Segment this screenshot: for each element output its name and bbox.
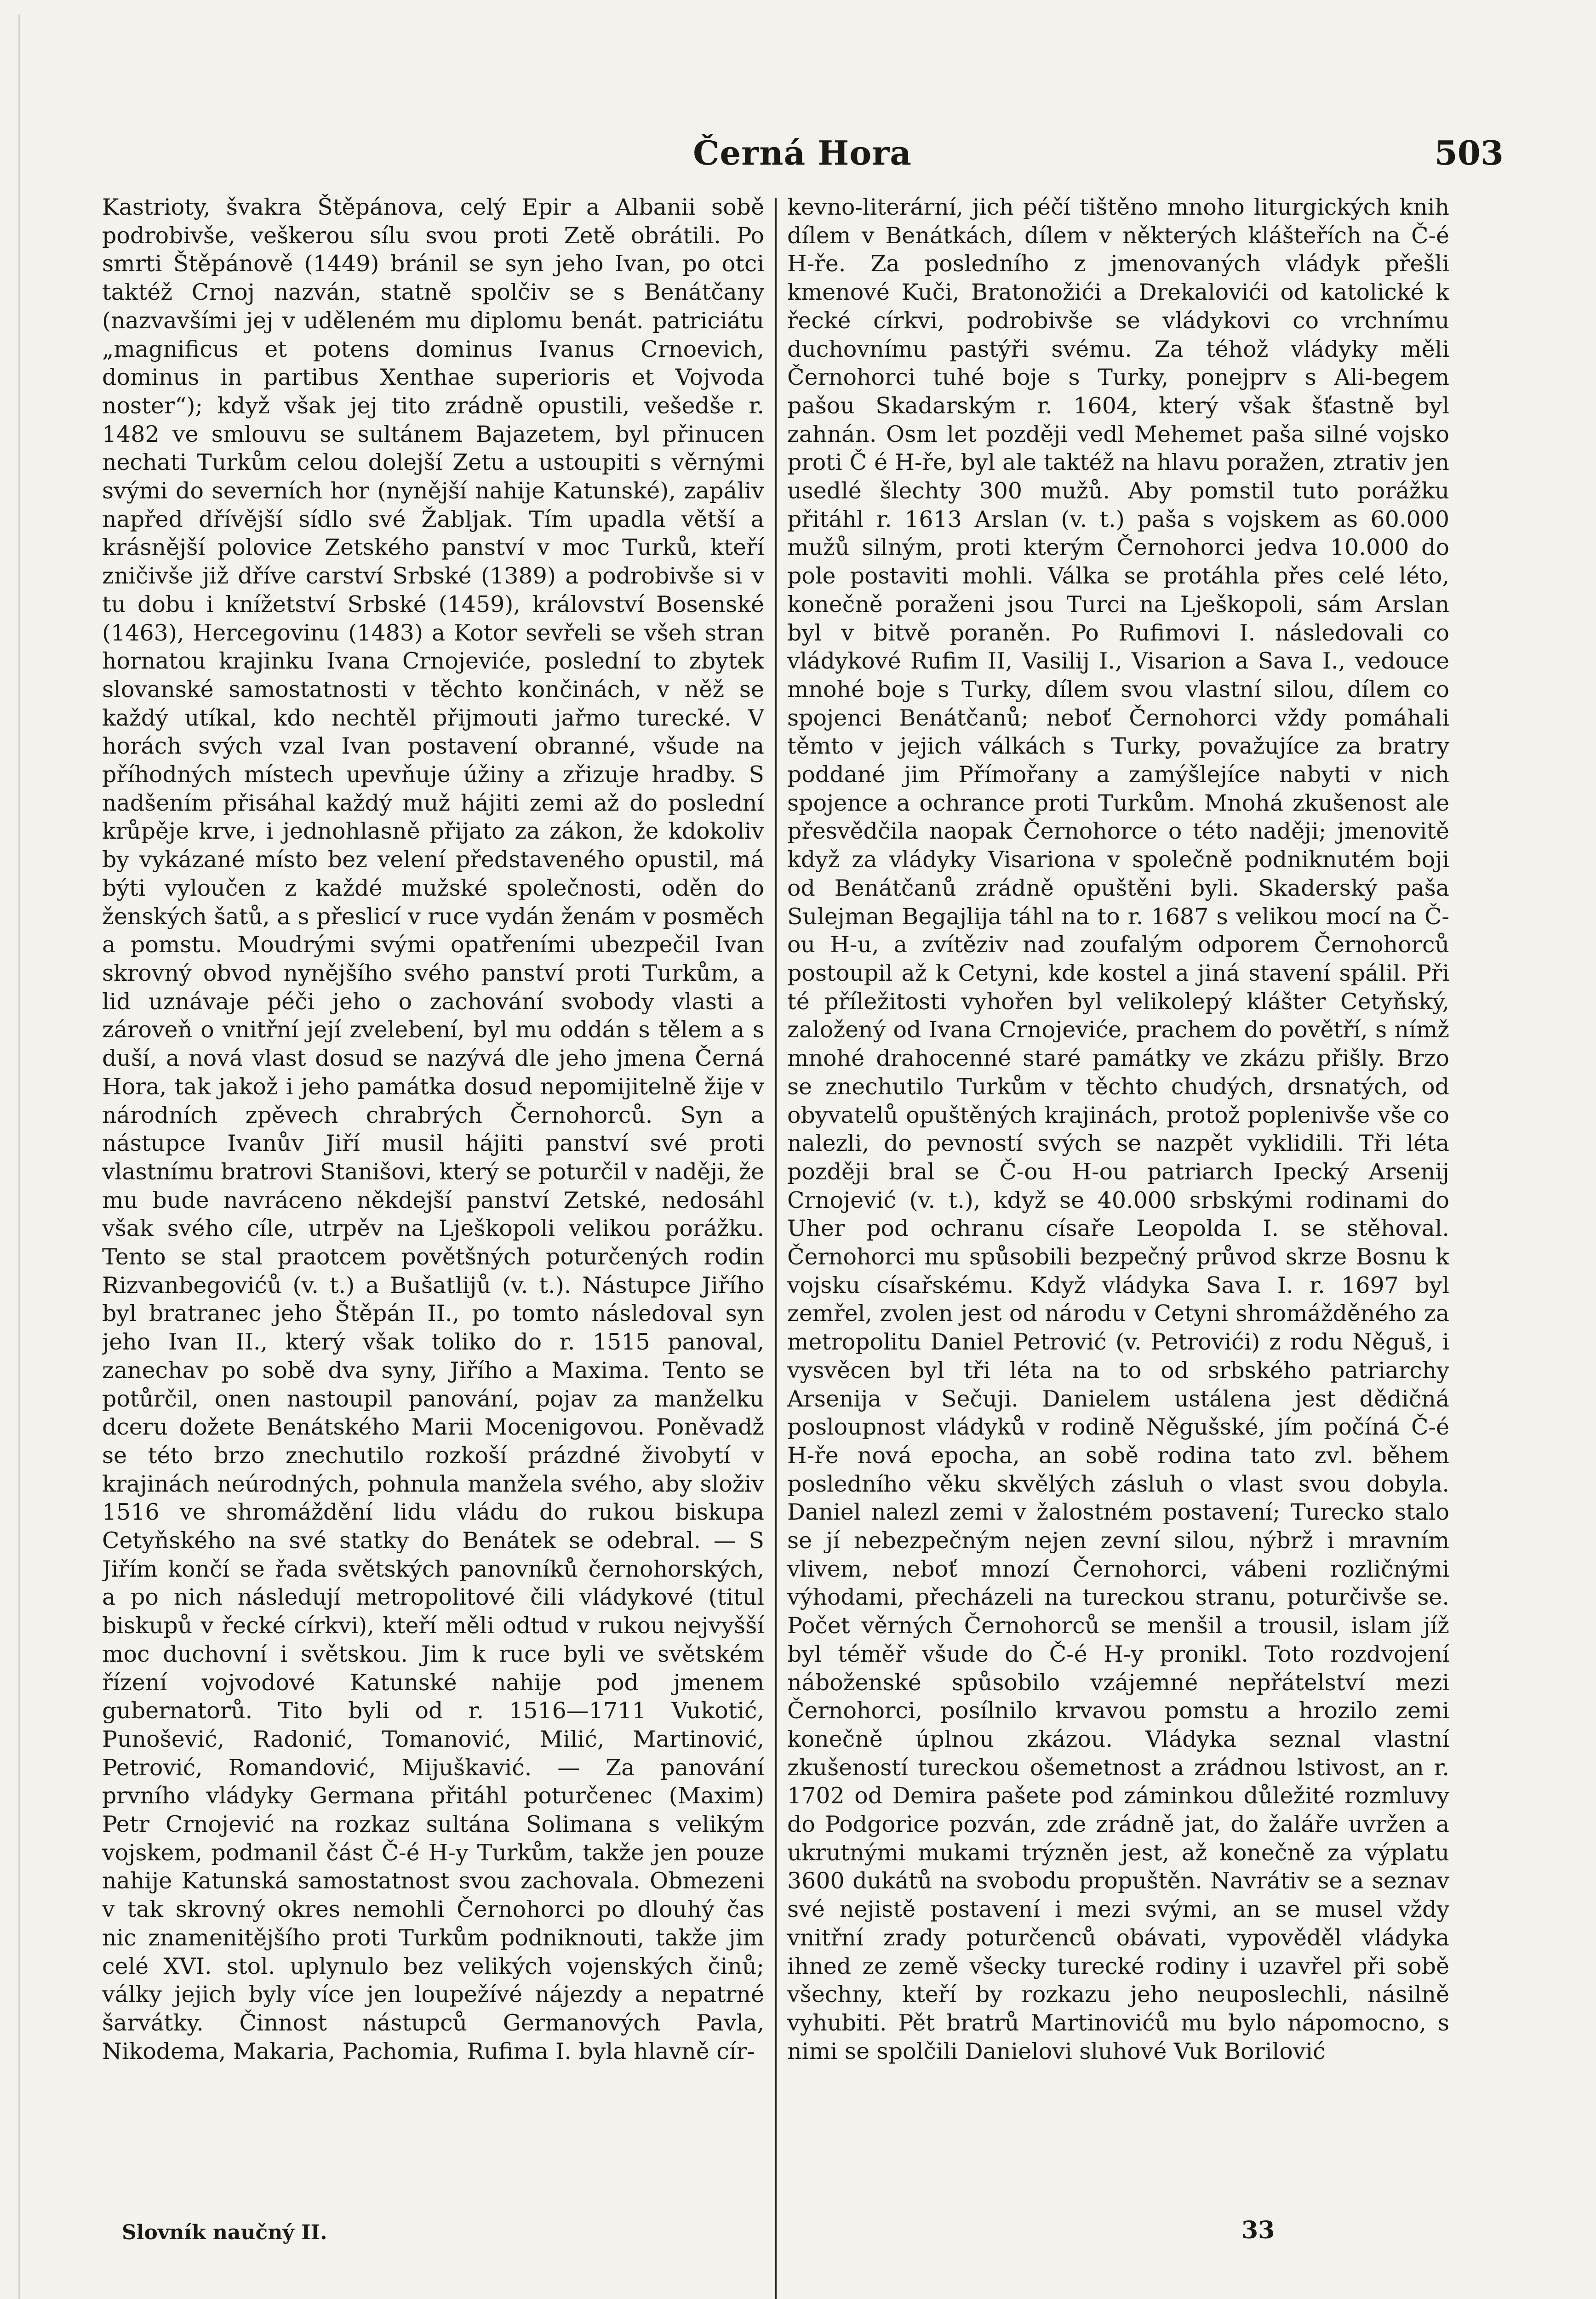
left-column — [102, 193, 764, 2193]
right-column-text: kevno-literární, jich péčí tištěno mnoho liturgických knih dílem v Benátkách, dílem v některých klášteřích na Č-é H-ře. Za posledního z jmenovaných vládyk přešli kmenové Kuči, Bratonožići a Drekalovići od katolické k řecké církvi, podrobivše se vládykovi co vrchnímu duchovnímu pastýři svému. Za téhož vládyky měli Černohorci tuhé boje s Turky, ponejprv s Ali-begem pašou Skadarským r. 1604, který však šťastně byl zahnán. Osm let později vedl Mehemet paša silné vojsko proti Č é H-ře, byl ale taktéž na hlavu poražen, ztrativ jen usedlé šlechty 300 mužů. Aby pomstil tuto porážku přitáhl r. 1613 Arslan (v. t.) paša s vojskem as 60.000 mužů silným, proti kterým Černohorci jedva 10.000 do pole postaviti mohli. Válka se protáhla přes celé léto, konečně poraženi jsou Turci na Lješkopoli, sám Arslan byl v bitvě poraněn. Po Rufimovi I. následovali co vládykové Rufim II, Vasilij I., Visarion a Sava I., vedouce mnohé boje s Turky, dílem svou vlastní silou, dílem co spojenci Benátčanů; neboť Černohorci vždy pomáhali těmto v jejich válkách s Turky, považujíce za bratry poddané jim Přímořany a zamýšlejíce nabyti v nich spojence a ochrance proti Turkům. Mnohá zkušenost ale přesvědčila naopak Černohorce o této naději; jmenovitě když za vládyky Visariona v společně podniknutém boji od Benátčanů zrádně opuštěni byli. Skaderský paša Sulejman Begajlija táhl na to r. 1687 s velikou mocí na Č-ou H-u, a zvítěziv nad zoufalým odporem Černohorců postoupil až k Cetyni, kde kostel a jiná stavení spálil. Při té příležitosti vyhořen byl velikolepý klášter Cetyňský, založený od Ivana Crnojeviće, prachem do povětří, s nímž mnohé drahocenné staré památky ve zkázu přišly. Brzo se znechutilo Turkům v těchto chudých, drsnatých, od obyvatelů opuštěných krajinách, protož poplenivše vše co nalezli, do pevností svých se nazpět vyklidili. Tři léta později bral se Č-ou H-ou patriarch Ipecký Arsenij Crnojević (v. t.), když se 40.000 srbskými rodinami do Uher pod ochranu císaře Leopolda I. se stěhoval. Černohorci mu spůsobili bezpečný průvod skrze Bosnu k vojsku císařskému. Když vládyka Sava I. r. 1697 byl zemřel, zvolen jest od národu v Cetyni shromážděného za metropolitu Daniel Petrović (v. Petrovići) z rodu Něguš, i vysvěcen byl tři léta na to od srbského patriarchy Arsenija v Sečuji. Danielem ustálena jest dědičná posloupnost vládyků v rodině Něgušské, jím počíná Č-é H-ře nová epocha, an sobě rodina tato zvl. během posledního věku skvělých zásluh o vlast svou dobyla. Daniel nalezl zemi v žalostném postavení; Turecko stalo se jí nebezpečným nejen zevní silou, nýbrž i mravním vlivem, neboť mnozí Černohorci, vábeni rozličnými výhodami, přecházeli na tureckou stranu, poturčivše se. Počet věrných Černohorců se menšil a trousil, islam jíž byl téměř všude do Č-é H-y pronikl. Toto rozdvojení náboženské spůsobilo vzájemné nepřátelství mezi Černohorci, posílnilo krvavou pomstu a hrozilo zemi konečně úplnou zkázou. Vládyka seznal vlastní zkušeností tureckou ošemetnost a zrádnou lstivost, an r. 1702 od Demira pašete pod záminkou důležité rozmluvy do Podgorice pozván, zde zrádně jat, do žaláře uvržen a ukrutnými mukami trýzněn jest, až konečně za výplatu 3600 dukátů na svobodu propuštěn. Navrátiv se a seznav své nejistě postavení i mezi svými, an se musel vždy vnitřní zrady poturčenců obávati, vypověděl vládyka ihned ze země všecky turecké rodiny i uzavřel při sobě všechny, kteří by rozkazu jeho neuposlechli, násilně vyhubiti. Pět bratrů Martinovićů mu bylo nápomocno, s nimi se spolčili Danielovi sluhové Vuk Borilović — [787, 194, 1449, 2065]
left-column-text: Kastrioty, švakra Štěpánova, celý Epir a Albanii sobě podrobivše, veškerou sílu svou proti Zetě obrátili. Po smrti Štěpánově (1449) bránil se syn jeho Ivan, po otci taktéž Crnoj nazván, statně spolčiv se s Benátčany (nazvavšími jej v uděleném mu diplomu benát. patriciátu „magnificus et potens dominus Ivanus Crnoevich, dominus in partibus Xenthae superioris et Vojvoda noster“); když však jej tito zrádně opustili, vešedše r. 1482 ve smlouvu se sultánem Bajazetem, byl přinucen nechati Turkům celou dolejší Zetu a ustoupiti s věrnými svými do severních hor (nynější nahije Katunské), zapáliv napřed dřívější sídlo své Žabljak. Tím upadla větší a krásnější polovice Zetského panství v moc Turků, kteří zničivše již dříve carství Srbské (1389) a podrobivše si v tu dobu i knížetství Srbské (1459), království Bosenské (1463), Hercegovinu (1483) a Kotor sevřeli se všeh stran hornatou krajinku Ivana Crnojeviće, poslední to zbytek slovanské samostatnosti v těchto končinách, v něž se každý utíkal, kdo nechtěl přijmouti jařmo turecké. V horách svých vzal Ivan postavení obranné, všude na příhodných místech upevňuje úžiny a zřizuje hradby. S nadšením přisáhal každý muž hájiti zemi až do poslední krůpěje krve, i jednohlasně přijato za zákon, že kdokoliv by vykázané místo bez velení představeného opustil, má býti vyloučen z každé mužské společnosti, oděn do ženských šatů, a s přeslicí v ruce vydán ženám v posměch a pomstu. Moudrými svými opatřeními ubezpečil Ivan skrovný obvod nynějšího svého panství proti Turkům, a lid uznávaje péči jeho o zachování svobody vlasti a zároveň o vnitřní její zvelebení, byl mu oddán s tělem a s duší, a nová vlast dosud se nazývá dle jeho jmena Černá Hora, tak jakož i jeho památka dosud nepomijitelně žije v národních zpěvech chrabrých Černohorců. Syn a nástupce Ivanův Jiří musil hájiti panství své proti vlastnímu bratrovi Stanišovi, který se poturčil v naději, že mu bude navráceno někdejší panství Zetské, nedosáhl však svého cíle, utrpěv na Lješkopoli velikou porážku. Tento se stal praotcem povětšných poturčených rodin Rizvanbegovićů (v. t.) a Bušatlijů (v. t.). Nástupce Jiřího byl bratranec jeho Štěpán II., po tomto následoval syn jeho Ivan II., který však toliko do r. 1515 panoval, zanechav po sobě dva syny, Jiřího a Maxima. Tento se potůrčil, onen nastoupil panování, pojav za manželku dceru dožete Benátského Marii Mocenigovou. Poněvadž se této brzo znechutilo rozkoší prázdné živobytí v krajinách neúrodných, pohnula manžela svého, aby složiv 1516 ve shromáždění lidu vládu do rukou biskupa Cetyňského na své statky do Benátek se odebral. — S Jiřím končí se řada světských panovníků černohorských, a po nich následují metropolitové čili vládykové (titul biskupů v řecké církvi), kteří měli odtud v rukou nejvyšší moc duchovní i světskou. Jim k ruce byli ve světském řízení vojvodové Katunské nahije pod jmenem gubernatorů. Tito byli od r. 1516—1711 Vukotić, Punošević, Radonić, Tomanović, Milić, Martinović, Petrović, Romandović, Mijuškavić. — Za panování prvního vládyky Germana přitáhl poturčenec (Maxim) Petr Crnojević na rozkaz sultána Solimana s velikým vojskem, podmanil část Č-é H-y Turkům, takže jen pouze nahije Katunská samostatnost svou zachovala. Obmezeni v tak skrovný okres nemohli Černohorci po dlouhý čas nic znamenitějšího proti Turkům podniknouti, takže jim celé XVI. stol. uplynulo bez velikých vojenských činů; války jejich byly více jen loupežívé nájezdy a nepatrné šarvátky. Činnost nástupců Germanových Pavla, Nikodema, Makaria, Pachomia, Rufima I. byla hlavně cír- — [102, 194, 764, 2065]
page-number: 503 — [1434, 133, 1504, 172]
sheet-number: 33 — [1241, 2216, 1275, 2244]
column-divider — [775, 198, 777, 2299]
printer-signature: Slovník naučný II. — [122, 2221, 327, 2244]
right-column — [787, 193, 1449, 2193]
running-head — [101, 129, 1504, 184]
page-title: Černá Hora — [693, 133, 912, 172]
